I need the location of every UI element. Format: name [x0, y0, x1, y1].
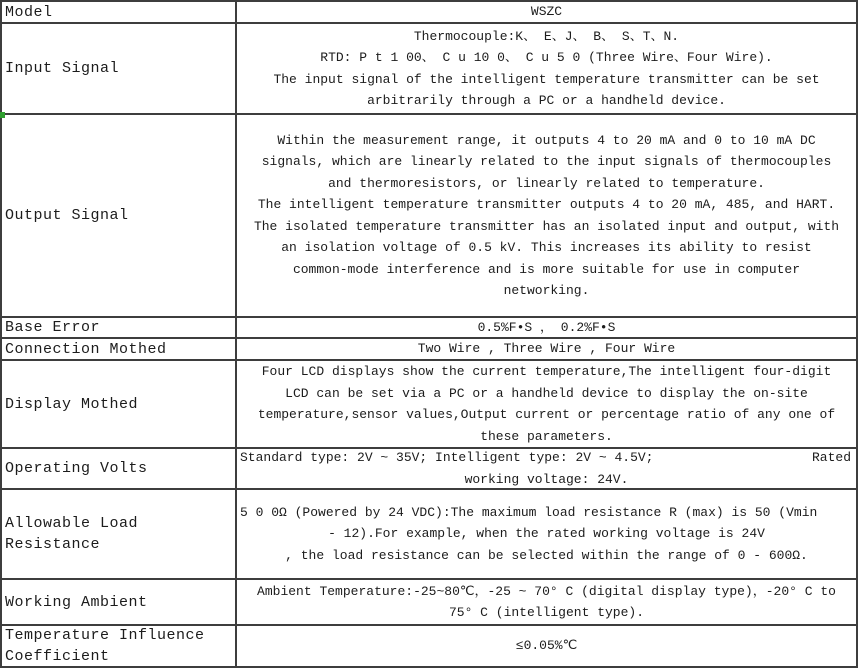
row-label: Input Signal — [2, 24, 237, 113]
value-line: RTD: P t 1 00、 C u 10 0、 C u 5 0 (Three Wire、Four Wire). — [320, 50, 773, 65]
value-line: arbitrarily through a PC or a handheld device. — [367, 93, 726, 108]
value-line: LCD can be set via a PC or a handheld device to display the on-site — [285, 385, 808, 401]
value-line: The intelligent temperature transmitter outputs 4 to 20 mA, 485, and HART. — [257, 197, 836, 212]
value-line: 75° C (intelligent type). — [448, 605, 645, 620]
value-line: Four LCD displays show the current temperature,The intelligent four-digit — [261, 364, 832, 379]
value-line-left: Standard type: 2V ~ 35V; Intelligent type: 2V ~ 4.5V; — [240, 450, 654, 465]
table-row — [2, 115, 856, 318]
row-value — [237, 318, 856, 337]
row-label: Temperature Influence Coefficient — [2, 626, 237, 666]
value-line: 0.5%F•S ， 0.2%F•S — [477, 319, 616, 335]
value-line: ≤0.05%℃ — [515, 638, 578, 654]
table-row — [2, 490, 856, 580]
value-line: The input signal of the intelligent temperature transmitter can be set — [273, 71, 820, 87]
row-label: Display Mothed — [2, 361, 237, 447]
row-label: Base Error — [2, 318, 237, 337]
table-row — [2, 339, 856, 361]
row-label: Connection Mothed — [2, 339, 237, 359]
table-row — [2, 626, 856, 666]
table-row — [2, 449, 856, 490]
row-value — [237, 361, 856, 447]
row-value — [237, 626, 856, 666]
row-label: Allowable Load Resistance — [2, 490, 237, 578]
table-row — [2, 361, 856, 449]
value-line: Two Wire , Three Wire , Four Wire — [417, 341, 676, 357]
table-row — [2, 318, 856, 339]
value-line: , the load resistance can be selected within the range of 0 - 600Ω. — [285, 547, 808, 563]
table-row — [2, 580, 856, 626]
value-line-right: Rated — [811, 450, 851, 465]
value-line: these parameters. — [480, 428, 613, 444]
value-line: and thermoresistors, or linearly related to temperature. — [328, 175, 765, 191]
row-value — [237, 2, 856, 22]
row-value — [237, 115, 856, 316]
row-label: Output Signal — [2, 115, 237, 316]
value-line: The isolated temperature transmitter has an isolated input and output, with — [253, 218, 840, 234]
green-artifact-mark — [0, 112, 5, 118]
value-line: signals, which are linearly related to the input signals of thermocouples — [261, 154, 832, 169]
row-value — [237, 580, 856, 624]
value-line: - 12).For example, when the rated working voltage is 24V — [328, 526, 765, 542]
value-line: networking. — [503, 283, 590, 298]
value-line: common-mode interference and is more suitable for use in computer — [292, 261, 801, 277]
value-line: Thermocouple:K、 E、J、 B、 S、T、N. — [413, 28, 680, 44]
row-label: Working Ambient — [2, 580, 237, 624]
value-line: temperature,sensor values,Output current or percentage ratio of any one of — [257, 407, 836, 422]
row-label: Model — [2, 2, 237, 22]
row-value — [237, 490, 856, 578]
row-value — [237, 339, 856, 359]
row-value — [237, 449, 856, 488]
value-line: WSZC — [530, 4, 563, 20]
value-line: working voltage: 24V. — [464, 471, 629, 487]
value-line: an isolation voltage of 0.5 kV. This increases its ability to resist — [281, 240, 812, 255]
row-label: Operating Volts — [2, 449, 237, 488]
table-row — [2, 2, 856, 24]
value-line: 5 0 0Ω (Powered by 24 VDC):The maximum load resistance R (max) is 50 (Vmin — [240, 504, 818, 520]
table-row — [2, 24, 856, 115]
value-line — [240, 449, 853, 469]
value-line: Within the measurement range, it outputs 4 to 20 mA and 0 to 10 mA DC — [277, 132, 816, 148]
row-value — [237, 24, 856, 113]
value-line: Ambient Temperature:-25~80℃，-25 ~ 70° C (digital display type)，-20° C to — [257, 583, 836, 599]
